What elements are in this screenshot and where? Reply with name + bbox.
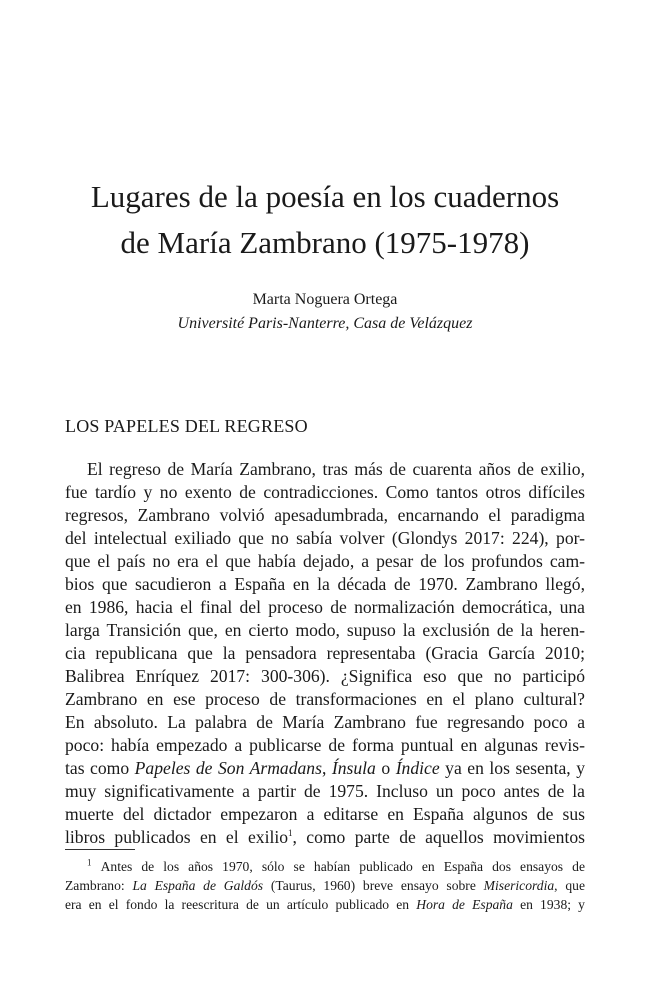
footnote-marker: 1	[87, 857, 92, 868]
body-line	[65, 826, 585, 849]
body-line: Balibrea Enríquez 2017: 300-306). ¿Significa eso que no participó	[65, 666, 585, 686]
section-heading: LOS PAPELES DEL REGRESO	[65, 416, 308, 436]
body-line: regresos, Zambrano volvió apesadumbrada, encarnando el paradigma	[65, 505, 585, 525]
journal-title: Papeles de Son Armadans	[134, 758, 322, 778]
body-line: larga Transición que, en cierto modo, supuso la exclusión de la heren-	[65, 620, 585, 640]
footnote-text-run: , que	[554, 878, 585, 893]
footnote-line	[65, 876, 585, 895]
body-line: El regreso de María Zambrano, tras más de cuarenta años de exilio,	[87, 459, 585, 479]
book-title: Misericordia	[483, 878, 555, 893]
body-text-run: , como parte de aquellos movimientos	[292, 827, 585, 847]
footnote-reference[interactable]: 1	[288, 828, 293, 839]
author-affiliation: Université Paris-Nanterre, Casa de Velázquez	[177, 315, 473, 332]
journal-title: Índice	[395, 758, 440, 778]
body-line: del intelectual exiliado que no sabía volver (Glondys 2017: 224), por-	[65, 528, 585, 548]
body-line: poco: había empezado a publicarse de forma puntual en algunas revis-	[65, 735, 585, 755]
body-line: Zambrano en ese proceso de transformaciones en el plano cultural?	[65, 689, 585, 709]
footnote-text-run: Zambrano:	[65, 878, 133, 893]
article-title	[40, 174, 610, 266]
book-title: La España de Galdós	[132, 878, 264, 893]
body-text-run: libros publicados en el exilio	[65, 827, 289, 847]
journal-title: Ínsula	[331, 758, 376, 778]
footnote-text-run: en 1938; y	[512, 897, 585, 912]
body-line: muerte del dictador empezaron a editarse en España algunos de sus	[65, 804, 585, 824]
body-text-run: o	[375, 758, 396, 778]
body-text-run: ya en los sesenta, y	[439, 758, 585, 778]
footnote-text-run: era en el fondo la reescritura de un artículo publicado en	[65, 897, 417, 912]
body-line	[65, 757, 585, 780]
article-title-line-2: de María Zambrano (1975-1978)	[120, 225, 530, 260]
body-text-run: ,	[321, 758, 332, 778]
body-line: fue tardío y no exento de contradicciones. Como tantos otros difíciles	[65, 482, 585, 502]
article-title-line-1: Lugares de la poesía en los cuadernos	[90, 179, 560, 214]
journal-title: Hora de España	[416, 897, 513, 912]
body-paragraph	[65, 458, 585, 849]
footnote-line	[65, 857, 585, 876]
body-line: en 1986, hacia el final del proceso de normalización democrática, una	[65, 597, 585, 617]
footnote-divider	[65, 849, 135, 850]
footnote	[65, 857, 585, 914]
footnote-text-run: (Taurus, 1960) breve ensayo sobre	[263, 878, 484, 893]
body-line: En absoluto. La palabra de María Zambrano fue regresando poco a	[65, 712, 585, 732]
body-line: muy significativamente a partir de 1975. Incluso un poco antes de la	[65, 781, 585, 801]
body-line: bios que sacudieron a España en la década de 1970. Zambrano llegó,	[65, 574, 585, 594]
body-line: cia republicana que la pensadora representaba (Gracia García 2010;	[65, 643, 585, 663]
footnote-text-run: Antes de los años 1970, sólo se habían publicado en España dos ensayos de	[100, 859, 585, 874]
footnote-line	[65, 895, 585, 914]
body-line: que el país no era el que había dejado, a pesar de los profundos cam-	[65, 551, 585, 571]
author-name: Marta Noguera Ortega	[252, 291, 398, 308]
body-text-run: tas como	[65, 758, 135, 778]
